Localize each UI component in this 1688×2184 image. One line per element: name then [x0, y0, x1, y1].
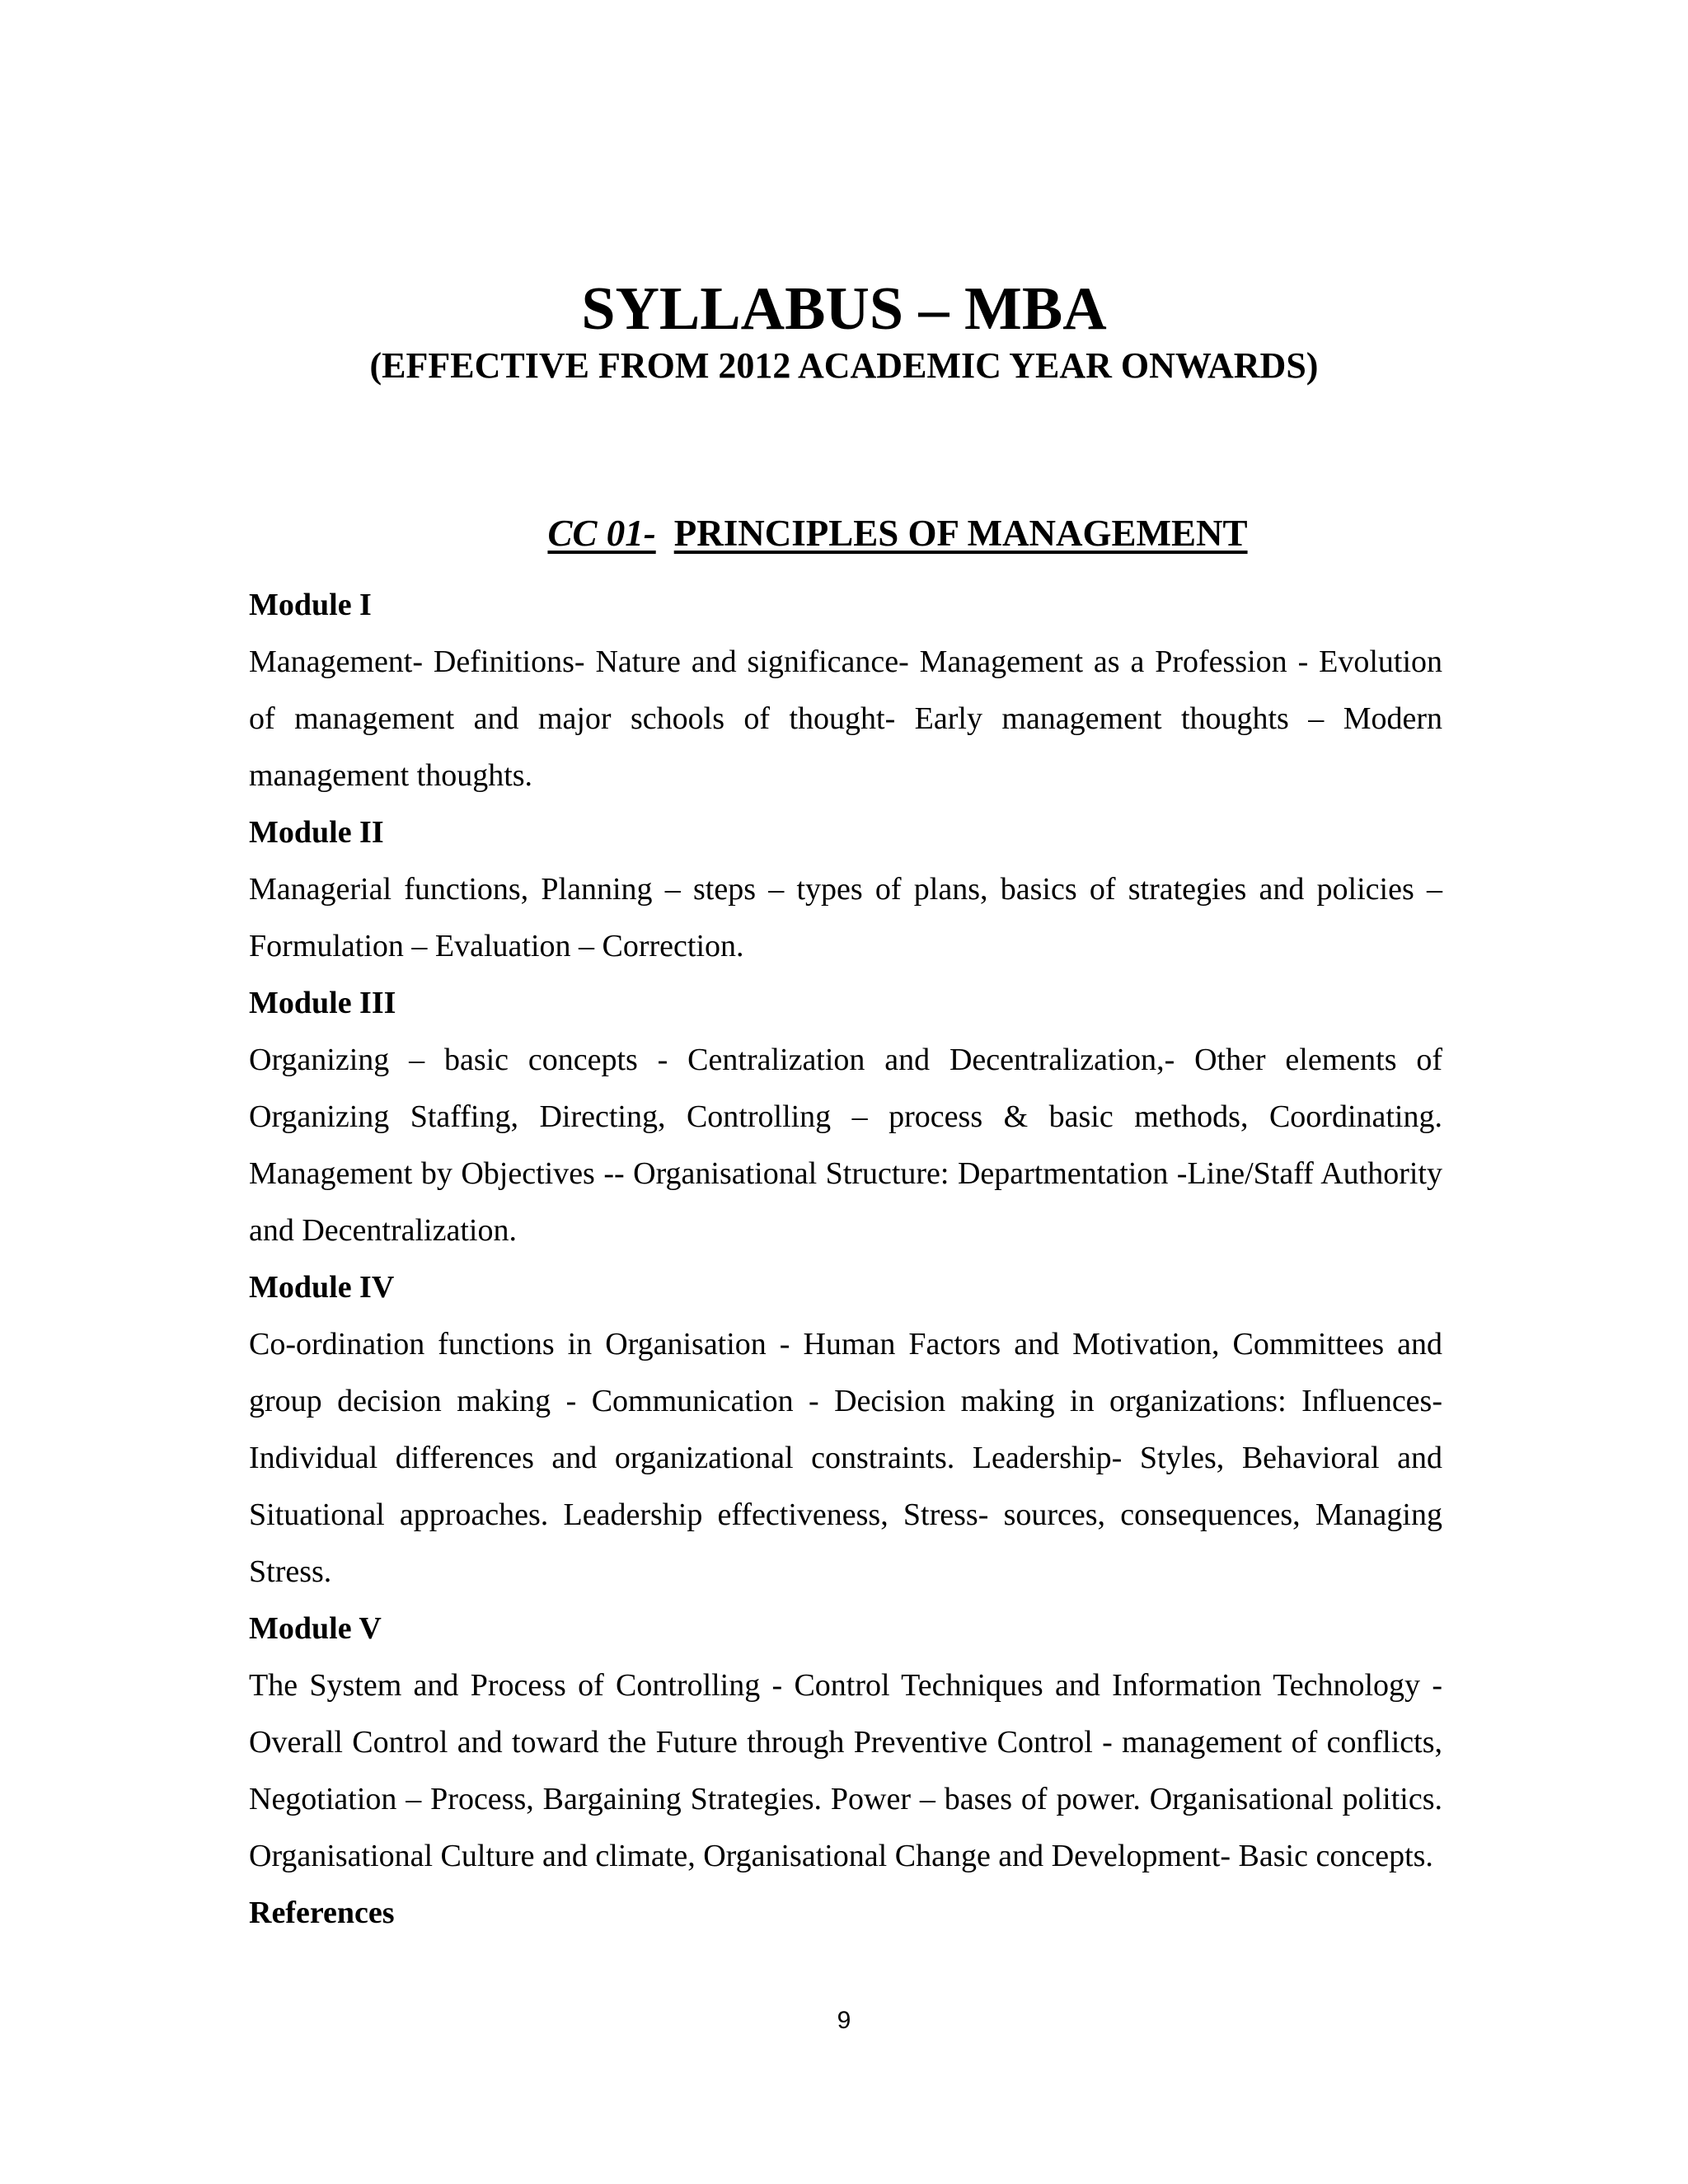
course-heading: [0, 509, 1688, 557]
module-description: Organizing – basic concepts - Centralization and Decentralization,- Other elements of Organizing Staffing, Directing, Controlling – process & basic methods, Coordinating. Management by Objectives -- Organisational Structure: Departmentation -Line/Staff Authority and Decentralization.: [249, 1043, 1442, 1248]
module-section: [249, 1601, 1442, 1885]
module-title: Module IV: [249, 1270, 395, 1305]
page-number: 9: [837, 2007, 851, 2034]
module-description: The System and Process of Controlling - Control Techniques and Information Technology - Overall Control and toward the Future through Preventive Control - management of conflicts, Negotiation – Process, Bargaining Strategies. Power – bases of power. Organisational politics. Organisational Culture and climate, Organisational Change and Development- Basic concepts.: [249, 1668, 1442, 1873]
module-title: Module V: [249, 1611, 382, 1646]
module-description: Managerial functions, Planning – steps – types of plans, basics of strategies and policies – Formulation – Evaluation – Correction.: [249, 872, 1442, 963]
course-code: CC 01-: [547, 513, 656, 554]
module-section: [249, 804, 1442, 975]
module-section: [249, 577, 1442, 804]
page-title: SYLLABUS – MBA: [581, 275, 1107, 343]
module-description: Management- Definitions- Nature and significance- Management as a Profession - Evolution of management and major schools of thought- Early management thoughts – Modern management thoughts.: [249, 644, 1442, 793]
syllabus-content: [249, 577, 1442, 1942]
module-title: Module II: [249, 815, 384, 850]
module-description: Co-ordination functions in Organisation - Human Factors and Motivation, Committees and group decision making - Communication - Decision making in organizations: Influences-Individual differences and organizational constraints. Leadership- Styles, Behavioral and Situational approaches. Leadership effectiveness, Stress- sources, consequences, Managing Stress.: [249, 1327, 1442, 1589]
references-heading: References: [249, 1896, 395, 1930]
module-title: Module I: [249, 588, 372, 622]
module-section: [249, 975, 1442, 1259]
course-name: PRINCIPLES OF MANAGEMENT: [673, 513, 1248, 554]
module-section: [249, 1259, 1442, 1601]
module-title: Module III: [249, 986, 396, 1020]
page-subtitle: (EFFECTIVE FROM 2012 ACADEMIC YEAR ONWARDS): [369, 345, 1319, 386]
